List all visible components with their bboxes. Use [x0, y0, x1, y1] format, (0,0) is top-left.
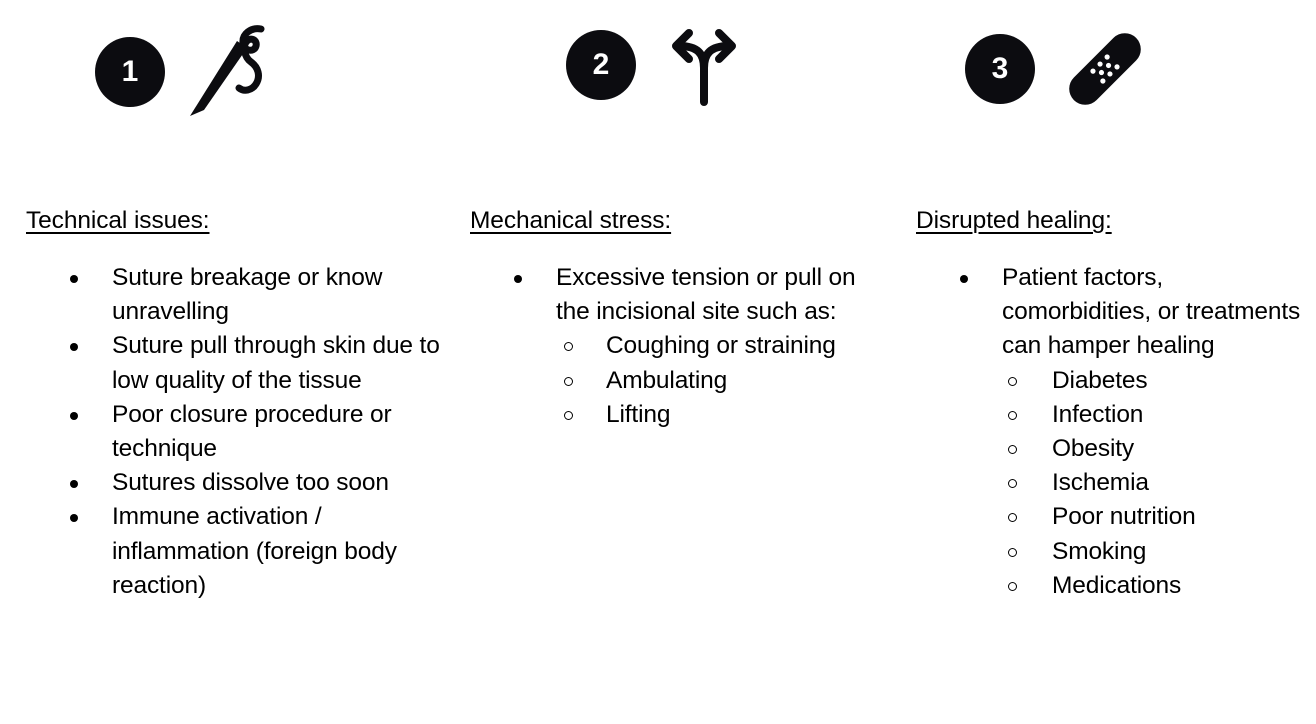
sub-list-item	[1002, 398, 1316, 432]
bullet-dot-icon	[514, 275, 522, 283]
column-heading-2: Mechanical stress:	[470, 207, 672, 234]
bandage-icon	[1059, 24, 1151, 114]
step-number-badge-3: 3	[965, 34, 1035, 104]
list-item	[916, 261, 1316, 603]
column-heading-1: Technical issues:	[26, 207, 210, 234]
bullet-dot-icon	[70, 480, 78, 488]
needle-and-thread-icon	[187, 24, 273, 120]
bullet-list-3	[916, 261, 1316, 603]
sub-bullet-list-2	[556, 329, 890, 432]
bullet-hollow-circle-icon	[1008, 582, 1017, 591]
sub-list-item-text: Lifting	[606, 400, 671, 428]
sub-list-item	[1002, 535, 1316, 569]
step-3-icon-group	[965, 24, 1151, 114]
column-disrupted-healing	[916, 206, 1316, 603]
bullet-hollow-circle-icon	[1008, 445, 1017, 454]
bullet-hollow-circle-icon	[1008, 377, 1017, 386]
bullet-hollow-circle-icon	[1008, 548, 1017, 557]
sub-list-item-text: Coughing or straining	[606, 332, 836, 360]
split-arrows-icon	[662, 24, 746, 106]
bullet-hollow-circle-icon	[564, 411, 573, 420]
sub-list-item-text: Poor nutrition	[1052, 503, 1196, 531]
bullet-hollow-circle-icon	[1008, 479, 1017, 488]
list-item	[470, 261, 890, 432]
bullet-list-2	[470, 261, 890, 432]
bullet-dot-icon	[70, 514, 78, 522]
sub-list-item	[554, 329, 890, 363]
bullet-dot-icon	[70, 343, 78, 351]
sub-list-item-text: Ischemia	[1052, 469, 1149, 497]
step-1-icon-group	[95, 24, 273, 120]
bullet-hollow-circle-icon	[1008, 513, 1017, 522]
sub-list-item-text: Obesity	[1052, 435, 1135, 463]
column-technical-issues	[26, 206, 446, 603]
sub-list-item	[1002, 364, 1316, 398]
sub-list-item-text: Infection	[1052, 400, 1144, 428]
list-item	[26, 466, 446, 500]
list-item-text: Excessive tension or pull on the incisional site such as:	[556, 264, 856, 326]
bullet-hollow-circle-icon	[564, 342, 573, 351]
bullet-list-1	[26, 261, 446, 603]
step-number-badge-2: 2	[566, 30, 636, 100]
list-item-text: Poor closure procedure or technique	[112, 400, 392, 463]
sub-list-item	[554, 398, 890, 432]
list-item-text: Immune activation / inflammation (foreign body reaction)	[112, 503, 397, 599]
sub-list-item-text: Diabetes	[1052, 366, 1148, 394]
column-heading-3: Disrupted healing:	[916, 207, 1112, 234]
list-item-text: Sutures dissolve too soon	[112, 469, 389, 497]
sub-list-item-text: Medications	[1052, 571, 1182, 599]
icon-header-row	[0, 0, 1316, 150]
sub-list-item-text: Smoking	[1052, 537, 1147, 565]
sub-list-item	[554, 364, 890, 398]
list-item	[26, 329, 446, 397]
list-item-text: Suture pull through skin due to low quality of the tissue	[112, 332, 440, 394]
list-item	[26, 398, 446, 466]
list-item	[26, 500, 446, 603]
sub-bullet-list-3	[1002, 364, 1316, 603]
bullet-dot-icon	[960, 275, 968, 283]
sub-list-item	[1002, 466, 1316, 500]
list-item-text: Suture breakage or know unravelling	[112, 264, 383, 326]
step-2-icon-group	[566, 24, 746, 106]
list-item-text: Patient factors, comorbidities, or treatments can hamper healing	[1002, 264, 1301, 360]
sub-list-item	[1002, 500, 1316, 534]
sub-list-item	[1002, 432, 1316, 466]
sub-list-item-text: Ambulating	[606, 366, 728, 394]
bullet-hollow-circle-icon	[564, 377, 573, 386]
list-item	[26, 261, 446, 329]
bullet-hollow-circle-icon	[1008, 411, 1017, 420]
bullet-dot-icon	[70, 412, 78, 420]
step-number-badge-1: 1	[95, 37, 165, 107]
column-mechanical-stress	[470, 206, 890, 432]
sub-list-item	[1002, 569, 1316, 603]
bullet-dot-icon	[70, 275, 78, 283]
